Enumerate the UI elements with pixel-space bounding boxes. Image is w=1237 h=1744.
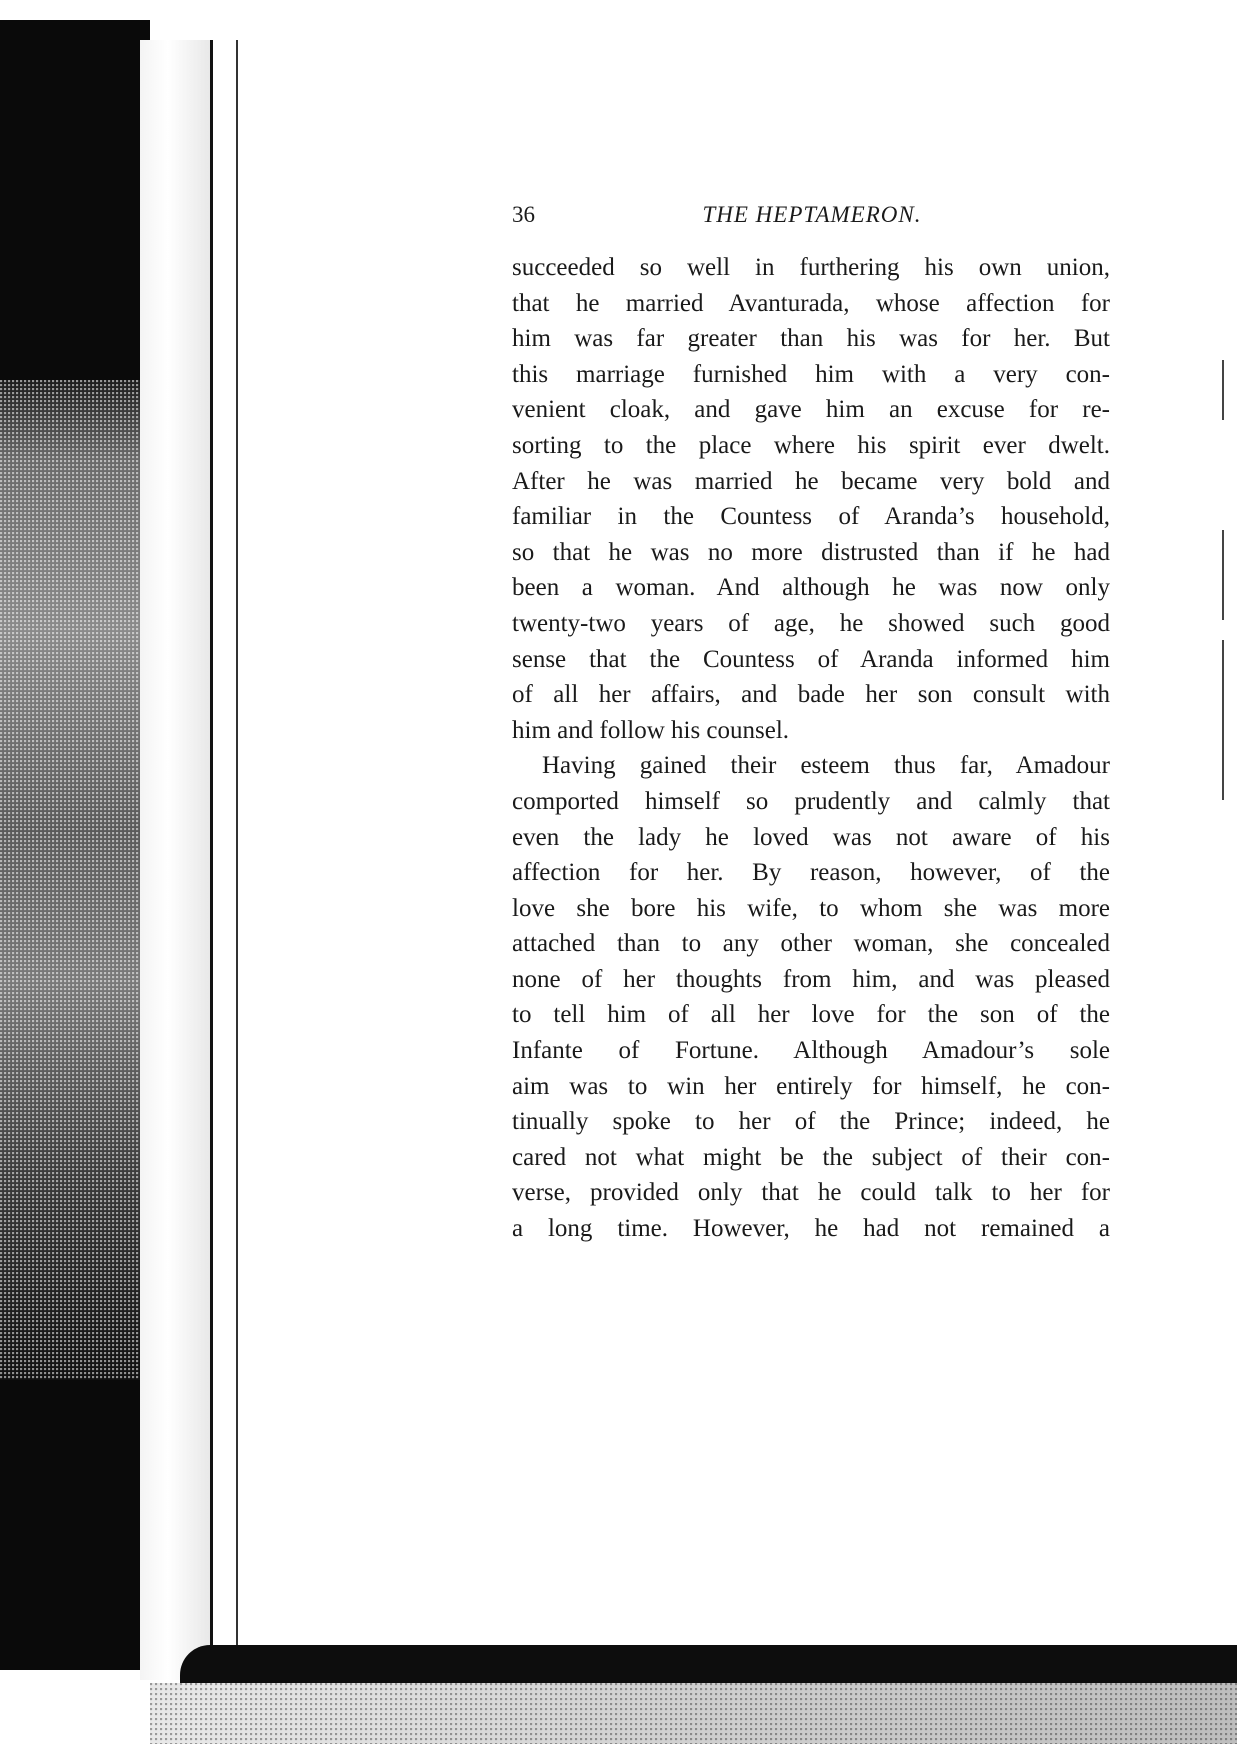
text-line: cared not what might be the subject of their con- xyxy=(512,1143,1110,1171)
text-line: to tell him of all her love for the son of the xyxy=(512,1001,1110,1029)
scan-mark xyxy=(1222,640,1224,800)
text-line: tinually spoke to her of the Prince; indeed, he xyxy=(512,1108,1110,1136)
page-curl xyxy=(140,40,213,1680)
text-line: sense that the Countess of Aranda informed him xyxy=(512,645,1110,673)
text-line: Having gained their esteem thus far, Amadour xyxy=(542,752,1110,780)
paragraph-1 xyxy=(512,250,1110,748)
scan-mark xyxy=(1222,360,1224,420)
binding-halftone xyxy=(0,380,160,1380)
text-line: even the lady he loved was not aware of his xyxy=(512,823,1110,851)
text-line: none of her thoughts from him, and was pleased xyxy=(512,965,1110,993)
text-line: so that he was no more distrusted than if he had xyxy=(512,538,1110,566)
paragraph-2 xyxy=(512,748,1110,1246)
text-line: that he married Avanturada, whose affection for xyxy=(512,289,1110,317)
text-line: aim was to win her entirely for himself, he con- xyxy=(512,1072,1110,1100)
scan-mark xyxy=(1222,530,1224,620)
text-line: him was far greater than his was for her. But xyxy=(512,325,1110,353)
text-line: After he was married he became very bold and xyxy=(512,467,1110,495)
text-line: a long time. However, he had not remained a xyxy=(512,1215,1110,1243)
running-head: THE HEPTAMERON. xyxy=(702,202,922,227)
page-number: 36 xyxy=(512,202,535,227)
text-line: familiar in the Countess of Aranda’s household, xyxy=(512,503,1110,531)
bottom-scan-noise xyxy=(150,1683,1237,1744)
text-line: venient cloak, and gave him an excuse for re- xyxy=(512,396,1110,424)
text-line: attached than to any other woman, she concealed xyxy=(512,930,1110,958)
bottom-scan-shadow xyxy=(180,1645,1237,1683)
text-line: twenty-two years of age, he showed such good xyxy=(512,609,1110,637)
text-line: affection for her. By reason, however, of the xyxy=(512,859,1110,887)
body-text xyxy=(512,250,1110,1247)
text-line: Infante of Fortune. Although Amadour’s sole xyxy=(512,1037,1110,1065)
text-line: him and follow his counsel. xyxy=(512,716,790,744)
text-line: verse, provided only that he could talk to her for xyxy=(512,1179,1110,1207)
page-edge-line xyxy=(236,40,238,1660)
text-line: been a woman. And although he was now only xyxy=(512,574,1110,602)
text-line: love she bore his wife, to whom she was more xyxy=(512,894,1110,922)
text-line: sorting to the place where his spirit ever dwelt. xyxy=(512,431,1110,459)
page-header xyxy=(512,202,1110,236)
text-line: of all her affairs, and bade her son consult with xyxy=(512,681,1110,709)
text-line: comported himself so prudently and calmly that xyxy=(512,787,1110,815)
text-line: this marriage furnished him with a very con- xyxy=(512,360,1110,388)
text-line: succeeded so well in furthering his own union, xyxy=(512,254,1110,281)
